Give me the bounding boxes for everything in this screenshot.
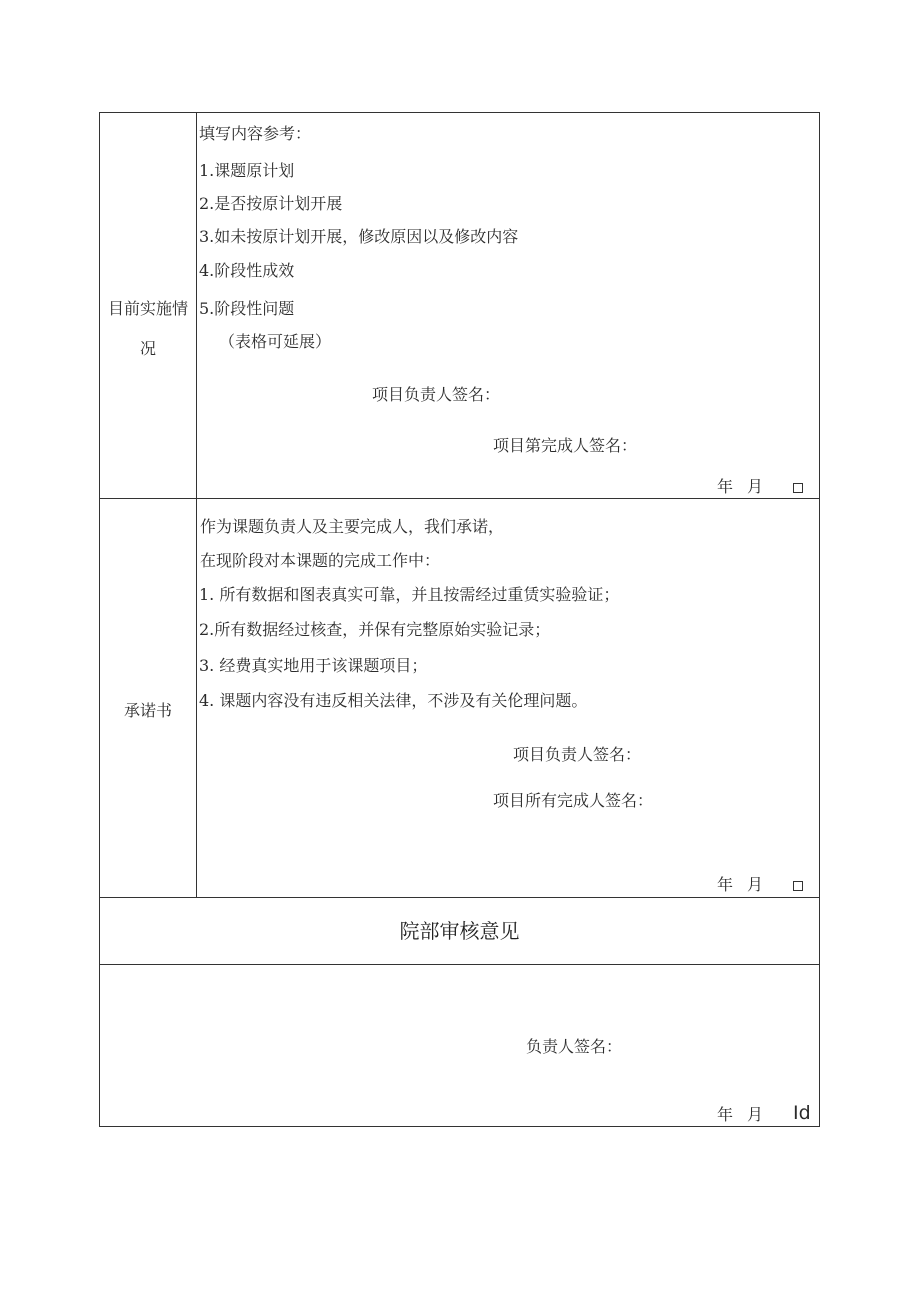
square-box-icon [793,875,803,896]
commitment-item-1: 1. 所有数据和图表真实可靠，并且按需经过重赁实验验证； [199,585,620,604]
commitment-item-4: 4. 课题内容没有违反相关法律，不涉及有关伦理问题。 [199,691,588,710]
guide-item-4: 4.阶段性成效 [199,261,295,280]
guide-item-1: 1.课题原计划 [199,161,295,180]
month-label: 月 [747,477,764,496]
review-header-section [100,898,819,965]
progress-report-form [99,112,820,1127]
guide-item-2: 2.是否按原计划开展 [199,194,343,213]
date-row [717,875,827,895]
commitment-label-cell [100,499,197,897]
commitment-item-2: 2.所有数据经过核查，并保有完整原始实验记录； [199,620,551,639]
year-label: 年 [717,875,734,894]
year-label: 年 [717,1105,734,1124]
table-extendable-note: （表格可延展） [219,332,332,351]
implementation-status-label: 目前实施情 况 [107,299,188,358]
commitment-label: 承诺书 [123,701,172,720]
review-content-section[interactable] [100,965,819,1126]
square-box-icon [793,477,803,498]
commitment-intro: 作为课题负责人及主要完成人，我们承诺， [200,517,505,536]
leader-signature-label: 项目负责人签名： [372,385,501,404]
implementation-status-content[interactable] [197,113,819,498]
commitment-item-3: 3. 经费真实地用于该课题项目； [199,656,428,675]
guide-item-3: 3.如未按原计划开展，修改原因以及修改内容 [199,227,519,246]
guide-heading: 填写内容参考： [199,124,312,143]
month-label: 月 [747,1105,764,1124]
year-label: 年 [717,477,734,496]
date-row [717,477,827,497]
implementation-status-section [100,113,819,499]
leader-signature-label: 项目负责人签名： [513,745,642,764]
members-signature-label: 项目第完成人签名： [493,436,638,455]
members-signature-label: 项目所有完成人签名： [493,791,654,810]
commitment-scope: 在现阶段对本课题的完成工作中： [200,551,441,570]
month-label: 月 [747,875,764,894]
commitment-section [100,499,819,898]
date-row [717,1102,817,1127]
guide-item-5: 5.阶段性问题 [199,299,295,318]
commitment-content[interactable] [197,499,819,897]
reviewer-signature-label: 负责人签名： [526,1037,623,1056]
implementation-status-label-cell [100,113,197,498]
review-opinion-title: 院部审核意见 [399,919,520,943]
day-label: Id [793,1102,811,1124]
